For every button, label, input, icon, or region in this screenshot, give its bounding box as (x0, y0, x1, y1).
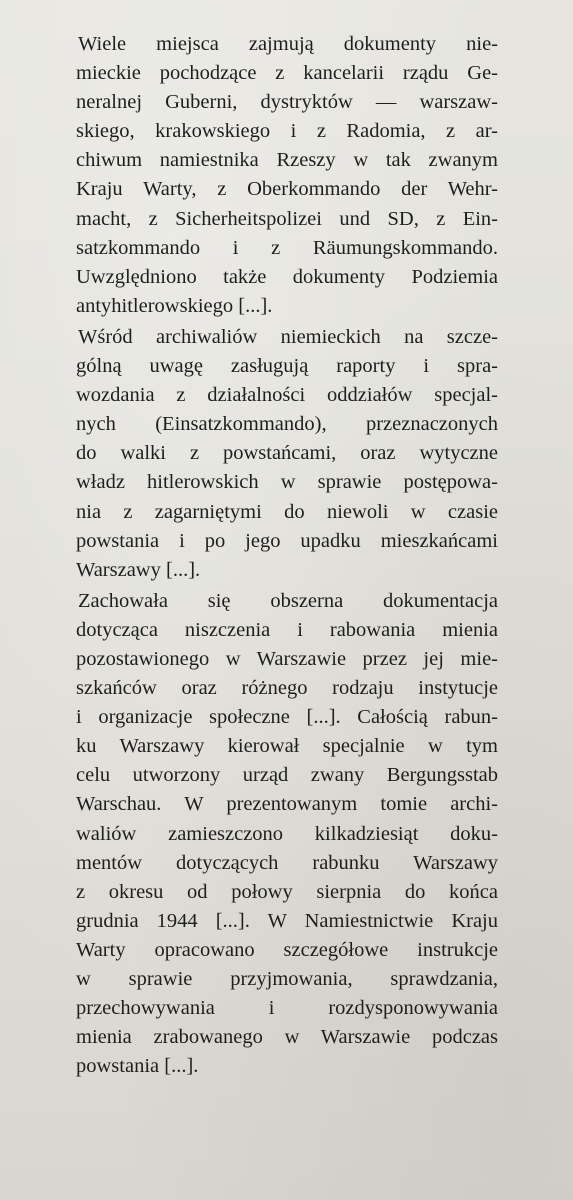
text-line: przechowywania i rozdysponowywania (76, 997, 498, 1020)
text-line: powstania i po jego upadku mieszkańcami (76, 529, 498, 552)
text-line: z okresu od połowy sierpnia do końca (76, 880, 498, 903)
text-line: dotycząca niszczenia i rabowania mienia (76, 618, 498, 641)
paragraph-1 (76, 30, 498, 321)
text-line: mieckie pochodzące z kancelarii rządu Ge- (76, 62, 498, 85)
text-line: mienia zrabowanego w Warszawie podczas (76, 1026, 498, 1049)
paragraph-2 (76, 323, 498, 585)
text-line: skiego, krakowskiego i z Radomia, z ar- (76, 120, 498, 143)
text-line: neralnej Guberni, dystryktów — warszaw- (76, 91, 498, 114)
text-line: Kraju Warty, z Oberkommando der Wehr- (76, 178, 498, 201)
text-line: Warty opracowano szczegółowe instrukcje (76, 938, 498, 961)
text-line: wozdania z działalności oddziałów specjal- (76, 384, 498, 407)
text-line: mentów dotyczących rabunku Warszawy (76, 851, 498, 874)
text-line: celu utworzony urząd zwany Bergungsstab (76, 764, 498, 787)
text-line: Wśród archiwaliów niemieckich na szcze- (78, 325, 498, 348)
text-line: satzkommando i z Räumungskommando. (76, 236, 498, 259)
text-line: Wiele miejsca zajmują dokumenty nie- (78, 33, 498, 55)
text-line: Zachowała się obszerna dokumentacja (78, 589, 498, 612)
text-line: grudnia 1944 [...]. W Namiestnictwie Kraju (76, 909, 498, 932)
text-line: Warszawy [...]. (76, 558, 201, 581)
text-line: szkańców oraz różnego rodzaju instytucje (76, 677, 498, 700)
text-line: ku Warszawy kierował specjalnie w tym (76, 735, 498, 758)
body-text (76, 30, 498, 1081)
text-line: antyhitlerowskiego [...]. (76, 294, 273, 317)
text-line: macht, z Sicherheitspolizei und SD, z Ein- (76, 207, 498, 230)
paragraph-3 (76, 587, 498, 1082)
text-line: do walki z powstańcami, oraz wytyczne (76, 442, 498, 465)
text-line: nia z zagarniętymi do niewoli w czasie (76, 500, 498, 523)
text-line: w sprawie przyjmowania, sprawdzania, (76, 968, 498, 990)
text-line: waliów zamieszczono kilkadziesiąt doku- (76, 822, 498, 845)
text-line: Uwzględniono także dokumenty Podziemia (76, 265, 498, 288)
text-line: gólną uwagę zasługują raporty i spra- (76, 355, 498, 378)
text-line: i organizacje społeczne [...]. Całością rabun- (76, 706, 498, 729)
text-line: Warschau. W prezentowanym tomie archi- (76, 793, 498, 816)
text-line: chiwum namiestnika Rzeszy w tak zwanym (76, 149, 498, 172)
text-line: władz hitlerowskich w sprawie postępowa- (76, 471, 498, 494)
text-line: powstania [...]. (76, 1055, 199, 1078)
text-line: pozostawionego w Warszawie przez jej mie- (76, 647, 498, 670)
text-line: nych (Einsatzkommando), przeznaczonych (76, 413, 498, 436)
